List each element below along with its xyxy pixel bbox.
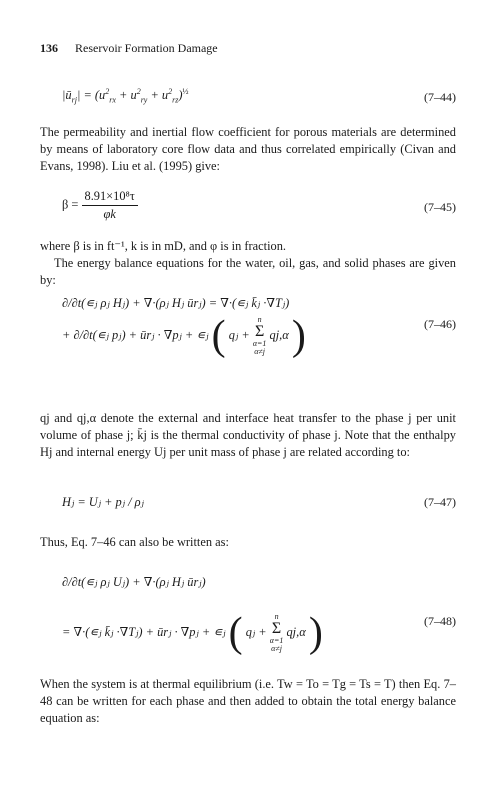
equation-7-47 (40, 495, 456, 509)
equation-7-45-expr: β = $\frac{\text{8.91×10⁸τ}}{\varphi k}$ (62, 188, 138, 223)
running-title: Reservoir Formation Damage (75, 41, 218, 55)
paragraph-5: Thus, Eq. 7–46 can also be written as: (40, 535, 229, 549)
equation-7-44 (40, 87, 456, 105)
paragraph-4: qj and qj,α denote the external and interface heat transfer to the phase j per unit volume of phase j; k̄j is the thermal conductivity of phase j. Note that the enthalpy Hj and internal energy Uj per unit mass of phase j are related according to: (40, 411, 456, 460)
equation-7-46 (40, 296, 456, 359)
equation-number: (7–47) (424, 495, 456, 509)
page-header (40, 40, 218, 57)
equation-number: (7–46) (424, 317, 456, 331)
paragraph-6: When the system is at thermal equilibrium (i.e. Tw = To = Tg = Ts = T) then Eq. 7–48 can be written for each phase and then added to obtain the total energy balance equation as: (40, 677, 456, 726)
paragraph-3: The energy balance equations for the water, oil, gas, and solid phases are given by: (40, 256, 456, 288)
paragraph-1: The permeability and inertial flow coefficient for porous materials are determined by means of laboratory core flow data and thus correlated empirically (Civan and Evans, 1998). Liu et al. (1995) give: (40, 125, 456, 174)
equation-number: (7–44) (424, 90, 456, 104)
equation-7-47-expr: Hⱼ = Uⱼ + pⱼ / ρⱼ (62, 495, 144, 509)
equation-7-46-line2: + ∂/∂t(∊ⱼ pⱼ) + ūrⱼ · ∇pⱼ + ∊ⱼ ( qⱼ + n Σ α=1 α≠j qj,α ) (62, 313, 306, 359)
equation-7-46-line1: ∂/∂t(∊ⱼ ρⱼ Hⱼ) + ∇·(ρⱼ Hⱼ ūrⱼ) = ∇·(∊ⱼ k̄ⱼ ·∇Tⱼ) (62, 296, 290, 310)
equation-7-48-line2: = ∇·(∊ⱼ k̄ⱼ ·∇Tⱼ) + ūrⱼ · ∇pⱼ + ∊ⱼ ( qⱼ + n Σ α=1 α≠j qj,α ) (62, 610, 323, 656)
equation-number: (7–45) (424, 200, 456, 214)
equation-7-45 (40, 189, 456, 222)
equation-number: (7–48) (424, 614, 456, 628)
equation-7-48-line1: ∂/∂t(∊ⱼ ρⱼ Uⱼ) + ∇·(ρⱼ Hⱼ ūrⱼ) (62, 575, 206, 589)
equation-7-48 (40, 575, 456, 656)
paragraph-2: where β is in ft⁻¹, k is in mD, and φ is in fraction. (40, 239, 287, 253)
equation-7-44-expr: $|ū_{rj}| = (u^2_{rx} + u^2_{ry} + u^2_{rz})^{\frac{1}{2}}$ (62, 87, 189, 105)
page-number: 136 (40, 41, 58, 55)
